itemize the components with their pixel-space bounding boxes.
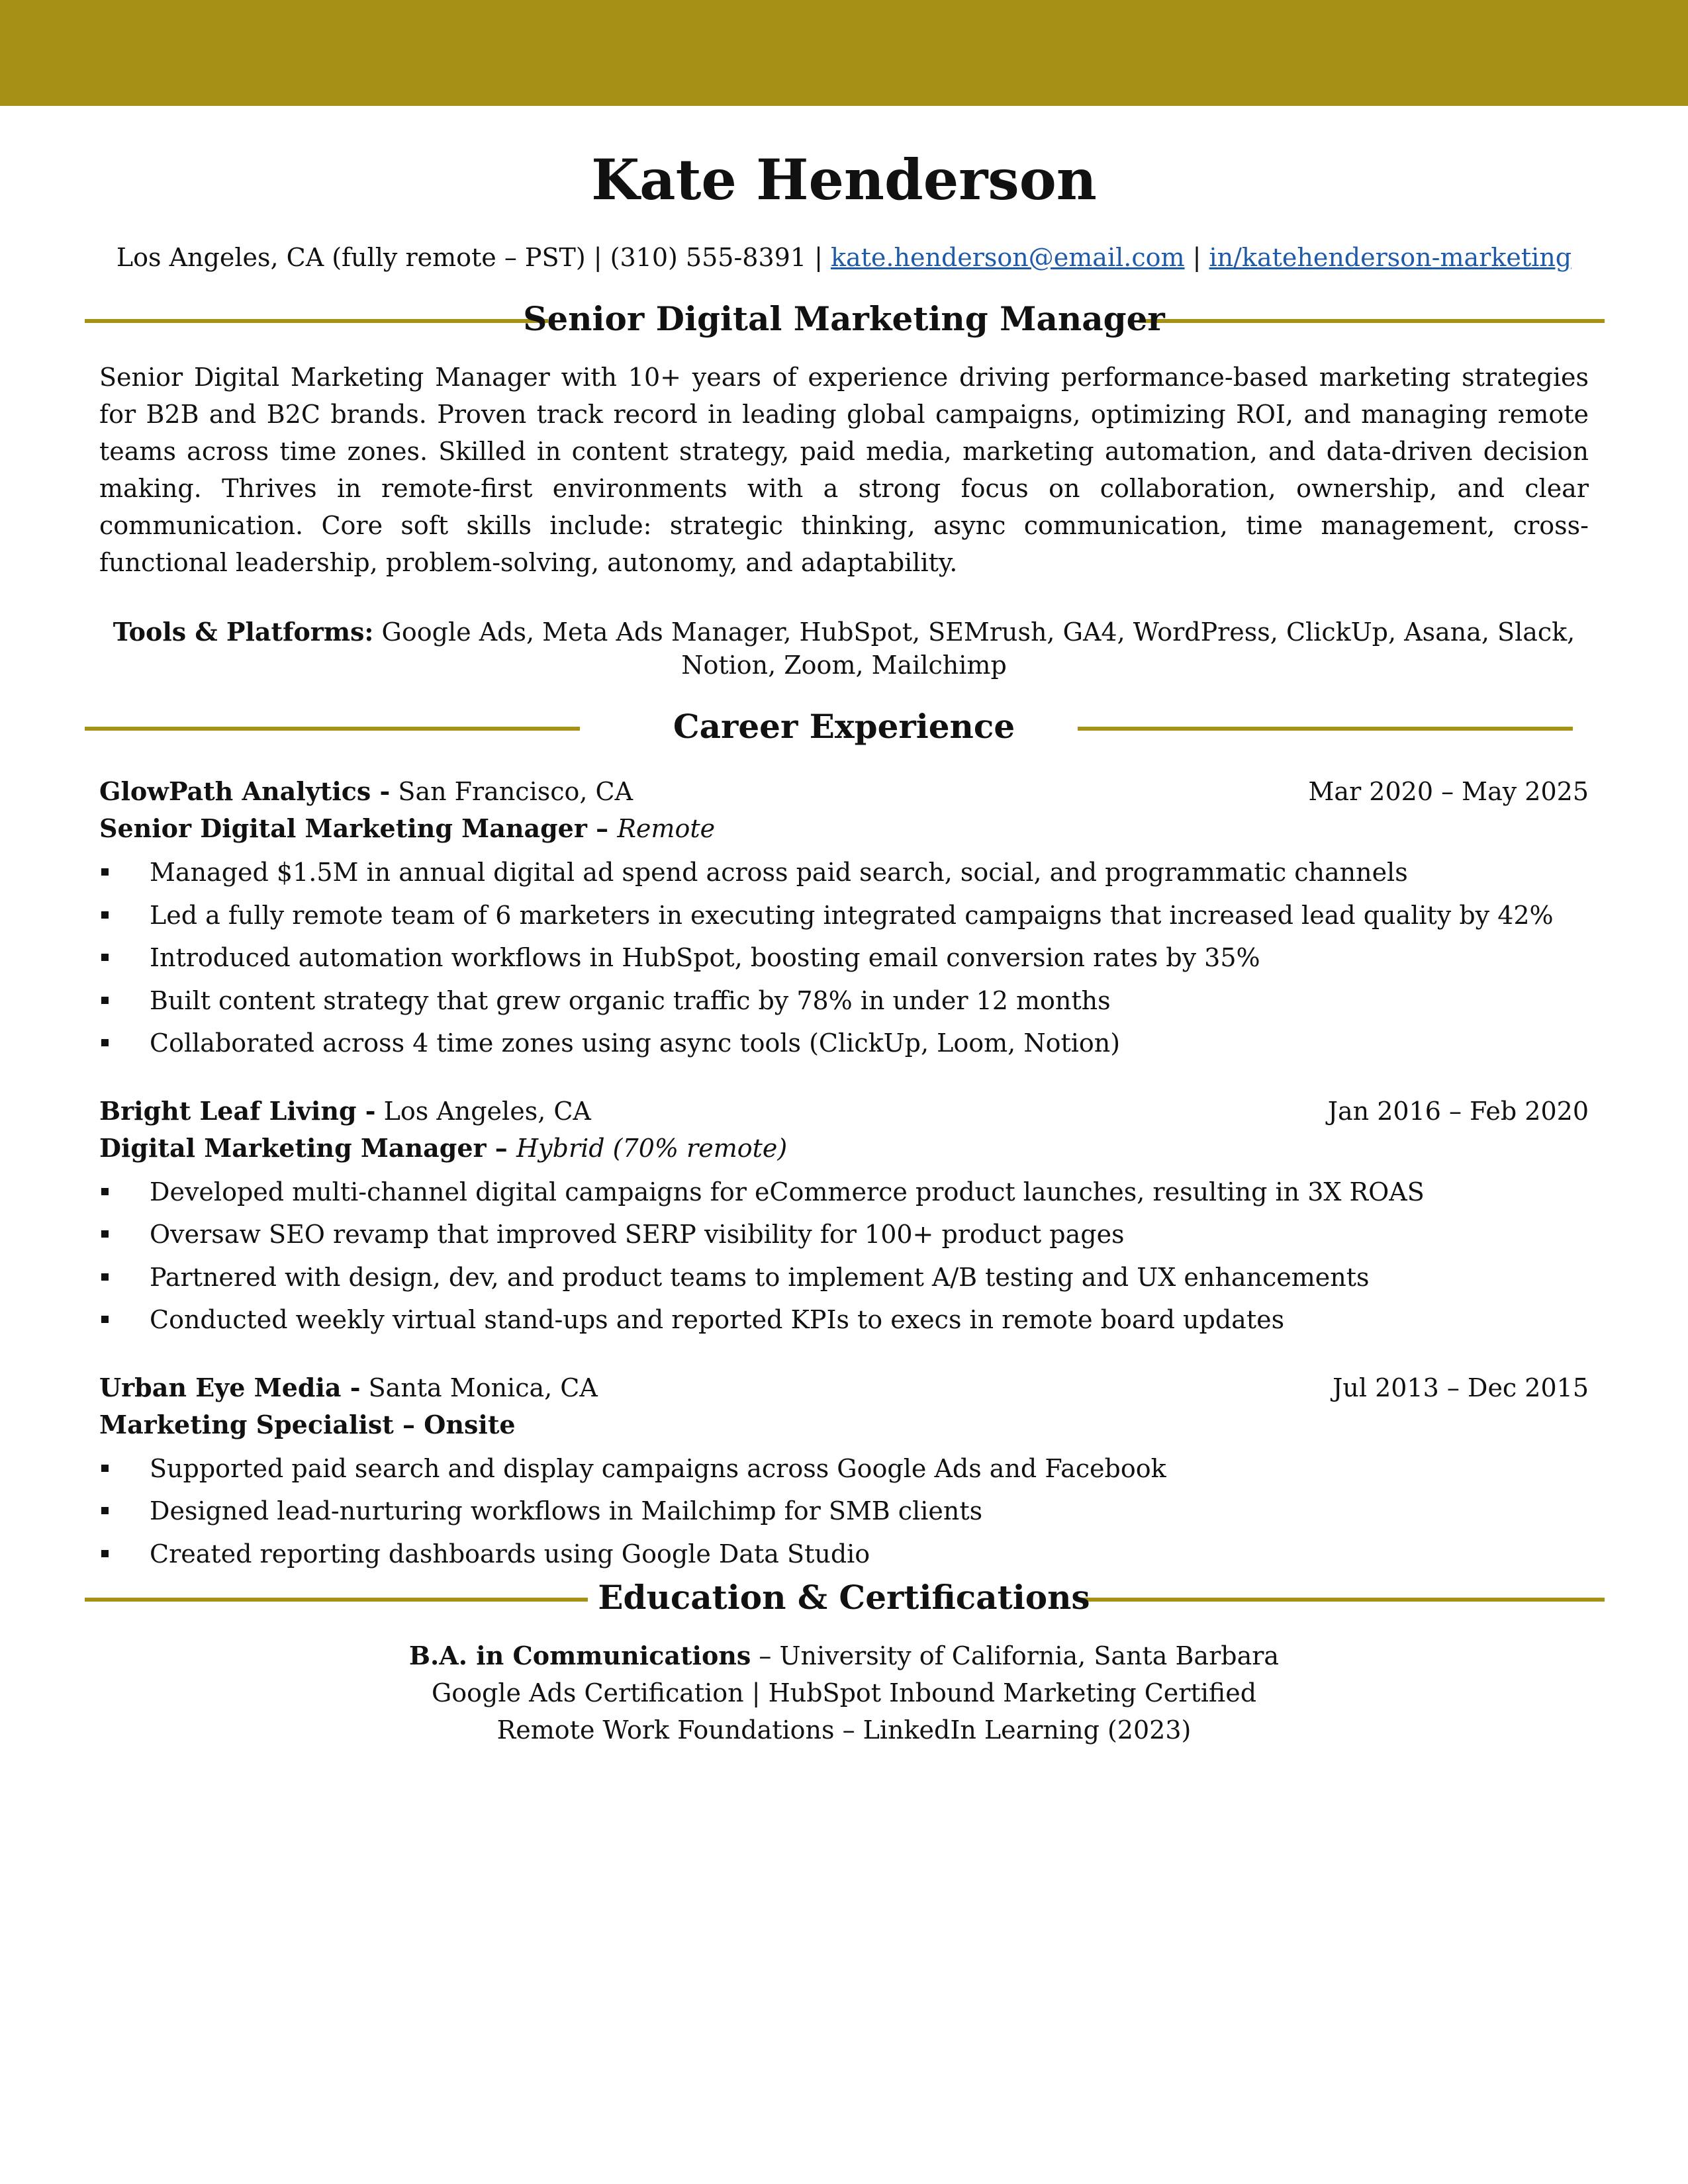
company-location: Santa Monica, CA [368,1373,598,1402]
headline-section [0,299,1688,339]
square-bullet-icon [101,1230,109,1238]
experience-section-header [0,707,1688,747]
email-link[interactable]: kate.henderson@email.com [830,243,1185,272]
list-item [99,851,1589,894]
company-line [99,1369,598,1406]
square-bullet-icon [101,1465,109,1472]
square-bullet-icon [101,1550,109,1557]
company-line [99,1093,591,1130]
job-header [99,773,1589,810]
headline-title: Senior Digital Marketing Manager [523,299,1165,338]
square-bullet-icon [101,1039,109,1046]
square-bullet-icon [101,1507,109,1514]
bullet-text: Created reporting dashboards using Google Data Studio [150,1539,870,1569]
degree-line [0,1637,1688,1674]
company-name: GlowPath Analytics - [99,776,391,806]
job-header [99,1369,1589,1406]
bullet-text: Managed $1.5M in annual digital ad spend across paid search, social, and programmatic channels [150,858,1408,887]
bullet-text: Oversaw SEO revamp that improved SERP visibility for 100+ product pages [150,1220,1125,1249]
school-name: – University of California, Santa Barbara [751,1641,1280,1670]
phone-text: (310) 555-8391 [610,243,807,272]
separator: | [585,243,610,272]
role-title: Digital Marketing Manager – [99,1132,508,1163]
bullet-text: Developed multi-channel digital campaigns for eCommerce product launches, resulting in 3X ROAS [150,1177,1425,1206]
square-bullet-icon [101,954,109,961]
summary-paragraph: Senior Digital Marketing Manager with 10+ years of experience driving performance-based marketing strategies for B2B and B2C brands. Proven track record in leading global campaigns, optimizing ROI, and managing remote teams across time zones. Skilled in content strategy, paid media, marketing automation, and data-driven decision making. Thrives in remote-first environments with a strong focus on collaboration, ownership, and clear communication. Core soft skills include: strategic thinking, async communication, time management, cross-functional leadership, problem-solving, autonomy, and adaptability. [99,363,1589,577]
list-item [99,1171,1589,1214]
job-role [99,1130,1589,1167]
list-item [99,1490,1589,1533]
list-item [99,1533,1589,1576]
bullet-text: Introduced automation workflows in HubSpot, boosting email conversion rates by 35% [150,943,1260,972]
course-line: Remote Work Foundations – LinkedIn Learning (2023) [496,1715,1192,1745]
list-item [99,979,1589,1023]
list-item [99,1447,1589,1490]
education-title: Education & Certifications [598,1578,1090,1617]
bullet-list [99,851,1589,1065]
square-bullet-icon [101,911,109,919]
role-title: Marketing Specialist – Onsite [99,1409,516,1439]
education-block [0,1637,1688,1749]
job-header [99,1093,1589,1130]
education-section-header [0,1578,1688,1617]
certifications-line: Google Ads Certification | HubSpot Inbound Marketing Certified [431,1678,1257,1707]
role-title: Senior Digital Marketing Manager – [99,813,609,843]
list-item [99,1256,1589,1299]
list-item [99,1298,1589,1342]
location-text: Los Angeles, CA (fully remote – PST) [116,243,586,272]
work-mode: Hybrid (70% remote) [516,1133,788,1163]
job-entry [99,1093,1589,1342]
separator: | [1184,243,1209,272]
separator: | [806,243,831,272]
company-location: Los Angeles, CA [383,1096,591,1126]
company-name: Urban Eye Media - [99,1372,361,1402]
linkedin-link[interactable]: in/katehenderson-marketing [1209,243,1572,272]
company-name: Bright Leaf Living - [99,1095,376,1126]
bullet-text: Partnered with design, dev, and product teams to implement A/B testing and UX enhancements [150,1262,1370,1292]
job-dates: Jan 2016 – Feb 2020 [1327,1096,1589,1126]
list-item [99,1022,1589,1065]
experience-title: Career Experience [673,707,1015,746]
square-bullet-icon [101,1273,109,1281]
list-item [99,1213,1589,1256]
job-role [99,810,1589,847]
company-line [99,773,633,810]
tools-line [99,615,1589,682]
bullet-list [99,1171,1589,1342]
tools-value: Google Ads, Meta Ads Manager, HubSpot, SEMrush, GA4, WordPress, ClickUp, Asana, Slack, Notion, Zoom, Mailchimp [381,617,1575,680]
header-color-band [0,0,1688,106]
square-bullet-icon [101,1316,109,1323]
square-bullet-icon [101,868,109,876]
job-dates: Jul 2013 – Dec 2015 [1333,1373,1589,1402]
work-mode: Remote [617,814,716,843]
candidate-name: Kate Henderson [591,147,1097,212]
bullet-text: Built content strategy that grew organic traffic by 78% in under 12 months [150,985,1111,1015]
job-entry [99,773,1589,1065]
company-location: San Francisco, CA [398,777,633,806]
list-item [99,894,1589,937]
job-entry [99,1369,1589,1576]
list-item [99,936,1589,979]
resume-page [0,106,1688,1749]
bullet-list [99,1447,1589,1576]
bullet-text: Led a fully remote team of 6 marketers in executing integrated campaigns that increased lead quality by 42% [150,900,1554,930]
tools-label: Tools & Platforms: [113,617,374,647]
bullet-text: Conducted weekly virtual stand-ups and reported KPIs to execs in remote board updates [150,1305,1285,1334]
job-role [99,1406,1589,1443]
square-bullet-icon [101,1188,109,1195]
bullet-text: Supported paid search and display campaigns across Google Ads and Facebook [150,1453,1166,1483]
bullet-text: Designed lead-nurturing workflows in Mailchimp for SMB clients [150,1496,983,1525]
contact-line [0,241,1688,274]
job-dates: Mar 2020 – May 2025 [1308,777,1589,806]
degree-name: B.A. in Communications [408,1641,751,1670]
bullet-text: Collaborated across 4 time zones using async tools (ClickUp, Loom, Notion) [150,1028,1121,1058]
square-bullet-icon [101,997,109,1004]
